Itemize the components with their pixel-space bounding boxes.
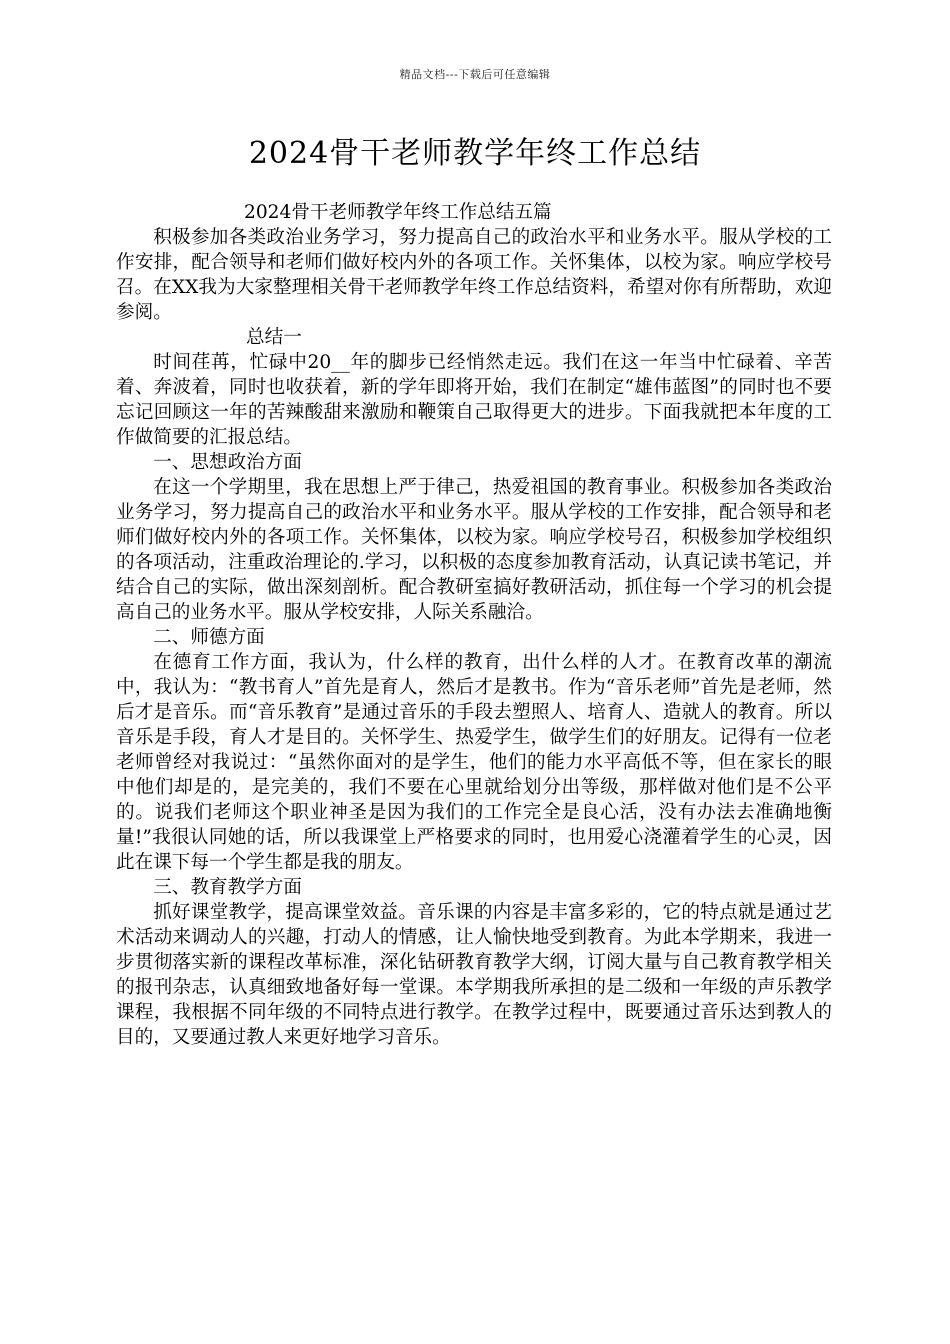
paragraph-2: 在这一个学期里，我在思想上严于律己，热爱祖国的教育事业。积极参加各类政治业务学习，努力提高自己的政治水平和业务水平。服从学校的工作安排，配合领导和老师们做好校内外的各项工作。关怀集体，以校为家。响应学校号召，积极参加学校组织的各项活动，注重政治理论的.学习，以积极的态度参加教育活动，认真记读书笔记，并结合自己的实际，做出深刻剖析。配合教研室搞好教研活动，抓住每一个学习的机会提高自己的业务水平。服从学校安排，人际关系融洽。	[116, 477, 832, 623]
paragraph-4: 抓好课堂教学，提高课堂效益。音乐课的内容是丰富多彩的，它的特点就是通过艺术活动来调动人的兴趣，打动人的情感，让人愉快地受到教育。为此本学期来，我进一步贯彻落实新的课程改革标准，深化钻研教育教学大纲，订阅大量与自己教育教学相关的报刊杂志，认真细致地备好每一堂课。本学期我所承担的是二级和一年级的声乐教学课程，我根据不同年级的不同特点进行教学。在教学过程中，既要通过音乐达到教人的目的，又要通过教人来更好地学习音乐。	[116, 902, 832, 1048]
paragraph-1: 时间荏苒，忙碌中20__年的脚步已经悄然走远。我们在这一年当中忙碌着、辛苦着、奔波着，同时也收获着，新的学年即将开始，我们在制定“雄伟蓝图”的同时也不要忘记回顾这一年的苦辣酸甜来激励和鞭策自己取得更大的进步。下面我就把本年度的工作做简要的汇报总结。	[116, 352, 832, 448]
heading-politics: 一、思想政治方面	[153, 452, 302, 473]
document-subtitle: 2024骨干老师教学年终工作总结五篇	[244, 202, 552, 223]
document-title: 2024骨干老师教学年终工作总结	[248, 136, 702, 171]
page-header: 精品文档---下载后可任意编辑	[399, 68, 551, 81]
heading-teaching: 三、教育教学方面	[153, 877, 302, 898]
heading-ethics: 二、师德方面	[153, 627, 265, 648]
document-body	[116, 200, 832, 1050]
intro-paragraph: 积极参加各类政治业务学习，努力提高自己的政治水平和业务水平。服从学校的工作安排，配合领导和老师们做好校内外的各项工作。关怀集体，以校为家。响应学校号召。在XX我为大家整理相关骨干老师教学年终工作总结资料，希望对你有所帮助，欢迎参阅。	[116, 227, 832, 323]
section-label: 总结一	[246, 327, 302, 348]
paragraph-3: 在德育工作方面，我认为，什么样的教育，出什么样的人才。在教育改革的潮流中，我认为：“教书育人”首先是育人，然后才是教书。作为“音乐老师”首先是老师，然后才是音乐。而“音乐教育”是通过音乐的手段去塑照人、培育人、造就人的教育。所以音乐是手段，育人才是目的。关怀学生、热爱学生，做学生们的好朋友。记得有一位老老师曾经对我说过：“虽然你面对的是学生，他们的能力水平高低不等，但在家长的眼中他们却是的，是完美的，我们不要在心里就给划分出等级，那样做对他们是不公平的。说我们老师这个职业神圣是因为我们的工作完全是良心活，没有办法去准确地衡量!”我很认同她的话，所以我课堂上严格要求的同时，也用爱心浇灌着学生的心灵，因此在课下每一个学生都是我的朋友。	[116, 652, 832, 873]
